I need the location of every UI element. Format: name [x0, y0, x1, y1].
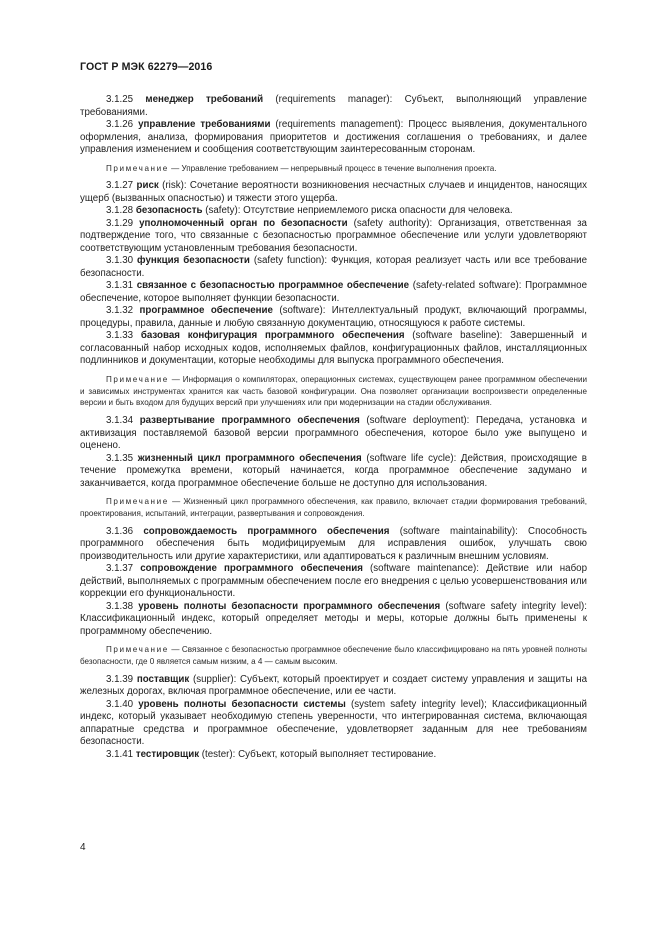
- note-label: Примечание: [106, 497, 169, 507]
- definition-text: (risk): Сочетание вероятности возникновения несчастных случаев и инцидентов, наносящих ущерб (вызванных опасностью) и тяжести этого ущерба.: [80, 180, 587, 204]
- note-paragraph: [80, 644, 587, 668]
- clause-number: 3.1.28: [106, 205, 134, 217]
- definition-text: (tester): Субъект, который выполняет тестирование.: [199, 748, 437, 760]
- definition-paragraph: [80, 526, 587, 564]
- clause-number: 3.1.35: [106, 452, 134, 464]
- term: функция безопасности: [137, 255, 250, 267]
- term: уполномоченный орган по безопасности: [139, 217, 348, 229]
- clause-number: 3.1.36: [106, 525, 134, 537]
- definition-text: (safety): Отсутствие неприемлемого риска опасности для человека.: [202, 205, 513, 217]
- term: риск: [136, 180, 159, 192]
- definition-paragraph: [80, 601, 587, 639]
- clause-number: 3.1.30: [106, 255, 134, 267]
- definition-paragraph: [80, 699, 587, 749]
- term: уровень полноты безопасности программного обеспечения: [138, 600, 441, 612]
- note-text: — Жизненный цикл программного обеспечения, как правило, включает стадии формирования требований, проектирования, испытаний, интеграции, развертывания и сопровождения.: [80, 497, 587, 518]
- definition-text: (safety function): Функция, которая реализует часть или все требование безопасности.: [80, 255, 587, 279]
- definition-paragraph: [80, 749, 587, 762]
- clause-number: 3.1.39: [106, 673, 134, 685]
- clause-number: 3.1.34: [106, 415, 134, 427]
- term: безопасность: [135, 205, 203, 217]
- clause-number: 3.1.26: [106, 119, 134, 130]
- note-text: — Управление требованием — непрерывный процесс в течение выполнения проекта.: [168, 163, 497, 173]
- definition-text: (safety-related software): Программное обеспечение, которое выполняет функции безопасности.: [80, 280, 587, 304]
- clause-number: 3.1.38: [106, 600, 134, 612]
- definition-text: (system safety integrity level); Классификационный индекс, который указывает необходимую степень уверенности, что интегрированная система, включающая аппаратные средства и программное обеспечение, удовлетворяет заданным для нее требованиям безопасности.: [80, 698, 587, 748]
- definition-text: (safety authority): Организация, ответственная за подтверждение того, что связанные с безопасностью программное обеспечение или услуги удовлетворяют соответствующим установленным требования безопасности.: [80, 217, 587, 254]
- definition-paragraph: [80, 255, 587, 280]
- definition-paragraph: [80, 94, 587, 119]
- definition-text: (software deployment): Передача, установка и активизация поставляемой базовой версии программного обеспечения, которое было уже выпущено и оценено.: [80, 415, 587, 452]
- term: развертывание программного обеспечения: [139, 415, 360, 427]
- note-paragraph: [80, 163, 587, 175]
- term: сопровождение программного обеспечения: [140, 563, 363, 575]
- clause-number: 3.1.27: [106, 180, 134, 192]
- standard-header: ГОСТ Р МЭК 62279—2016: [80, 61, 213, 73]
- note-paragraph: [80, 374, 587, 409]
- clause-number: 3.1.31: [106, 280, 134, 292]
- term: поставщик: [136, 673, 190, 685]
- definition-text: (software baseline): Завершенный и согласованный набор исходных кодов, исполняемых файлов, конфигурационных файлов, инсталляционных подлинников и документации, которые необходимы для выпуска программного обеспечения.: [80, 330, 587, 367]
- clause-number: 3.1.40: [106, 698, 134, 710]
- definition-text: (supplier): Субъект, который проектирует и создает систему управления и защиты на железных дорогах, включая программное обеспечение, или ее части.: [80, 673, 587, 698]
- definition-paragraph: [80, 563, 587, 601]
- definition-paragraph: [80, 280, 587, 305]
- note-text: — Информация о компиляторах, операционных системах, существующем ранее программном обеспечении и зависимых инструментах хранится как часть базовой конфигурации. Она позволяет организации воспроизвести определенные версии и быть входом для будущих версий при улучшениях или при модернизации на стадии обслуживания.: [80, 374, 587, 408]
- term: базовая конфигурация программного обеспечения: [140, 330, 405, 342]
- definition-paragraph: [80, 415, 587, 453]
- definition-text: (software): Интеллектуальный продукт, включающий программы, процедуры, правила, данные и любую связанную документацию, относящуюся к работе системы.: [80, 305, 587, 329]
- definition-paragraph: [80, 180, 587, 205]
- term: уровень полноты безопасности системы: [138, 698, 346, 710]
- definition-text: (software safety integrity level): Классификационный индекс, который определяет методы и меры, которые должны быть применены к программному обеспечению.: [80, 600, 588, 637]
- definition-text: (requirements manager): Субъект, выполняющий управление требованиями.: [80, 94, 587, 118]
- term: менеджер требований: [145, 94, 264, 105]
- term: программное обеспечение: [139, 305, 273, 317]
- note-paragraph: [80, 496, 587, 520]
- note-text: — Связанное с безопасностью программное обеспечение было классифицировано на пять уровней полноты безопасности, где 0 является самым низким, а 4 — самым высоким.: [80, 645, 587, 667]
- clause-number: 3.1.37: [106, 563, 134, 575]
- term: сопровождаемость программного обеспечения: [143, 525, 390, 537]
- definition-paragraph: [80, 330, 587, 368]
- clause-number: 3.1.32: [106, 305, 134, 317]
- note-label: Примечание: [106, 645, 169, 655]
- definition-paragraph: [80, 218, 587, 256]
- term: жизненный цикл программного обеспечения: [137, 452, 362, 464]
- term: связанное с безопасностью программное обеспечение: [136, 280, 410, 292]
- definition-paragraph: [80, 205, 587, 218]
- definition-text: (software maintainability): Способность программного обеспечения быть модифицируемым для исправления ошибок, улучшать свою производительность или другие характеристики, или адаптироваться к различным внешним условиям.: [80, 525, 587, 562]
- definition-text: (requirements management): Процесс выявления, документального оформления, анализа, формирования приоритетов и достижения соглашения о требованиях, и далее управления изменением и сообщения соответствующим заинтересованным сторонам.: [80, 119, 587, 155]
- term: управление требованиями: [138, 119, 271, 130]
- note-label: Примечание: [106, 163, 169, 173]
- definition-paragraph: [80, 119, 587, 157]
- definition-text: (software life cycle): Действия, происходящие в течение промежутка времени, который начинается, когда программное обеспечение задумано и заканчивается, когда программное обеспечение больше не доступно для использования.: [80, 452, 587, 489]
- clause-number: 3.1.29: [106, 217, 134, 229]
- note-label: Примечание: [106, 374, 169, 384]
- definition-paragraph: [80, 674, 587, 699]
- term: тестировщик: [135, 748, 200, 760]
- page-number: 4: [80, 842, 86, 853]
- clause-number: 3.1.41: [106, 748, 134, 760]
- clause-number: 3.1.33: [106, 330, 134, 342]
- definition-text: (software maintenance): Действие или набор действий, выполняемых с программным обеспечением после его внедрения с целью усовершенствования или коррекции его функциональности.: [80, 563, 587, 600]
- clause-number: 3.1.25: [106, 94, 134, 105]
- definition-paragraph: [80, 305, 587, 330]
- definitions-list: [80, 94, 587, 761]
- definition-paragraph: [80, 453, 587, 491]
